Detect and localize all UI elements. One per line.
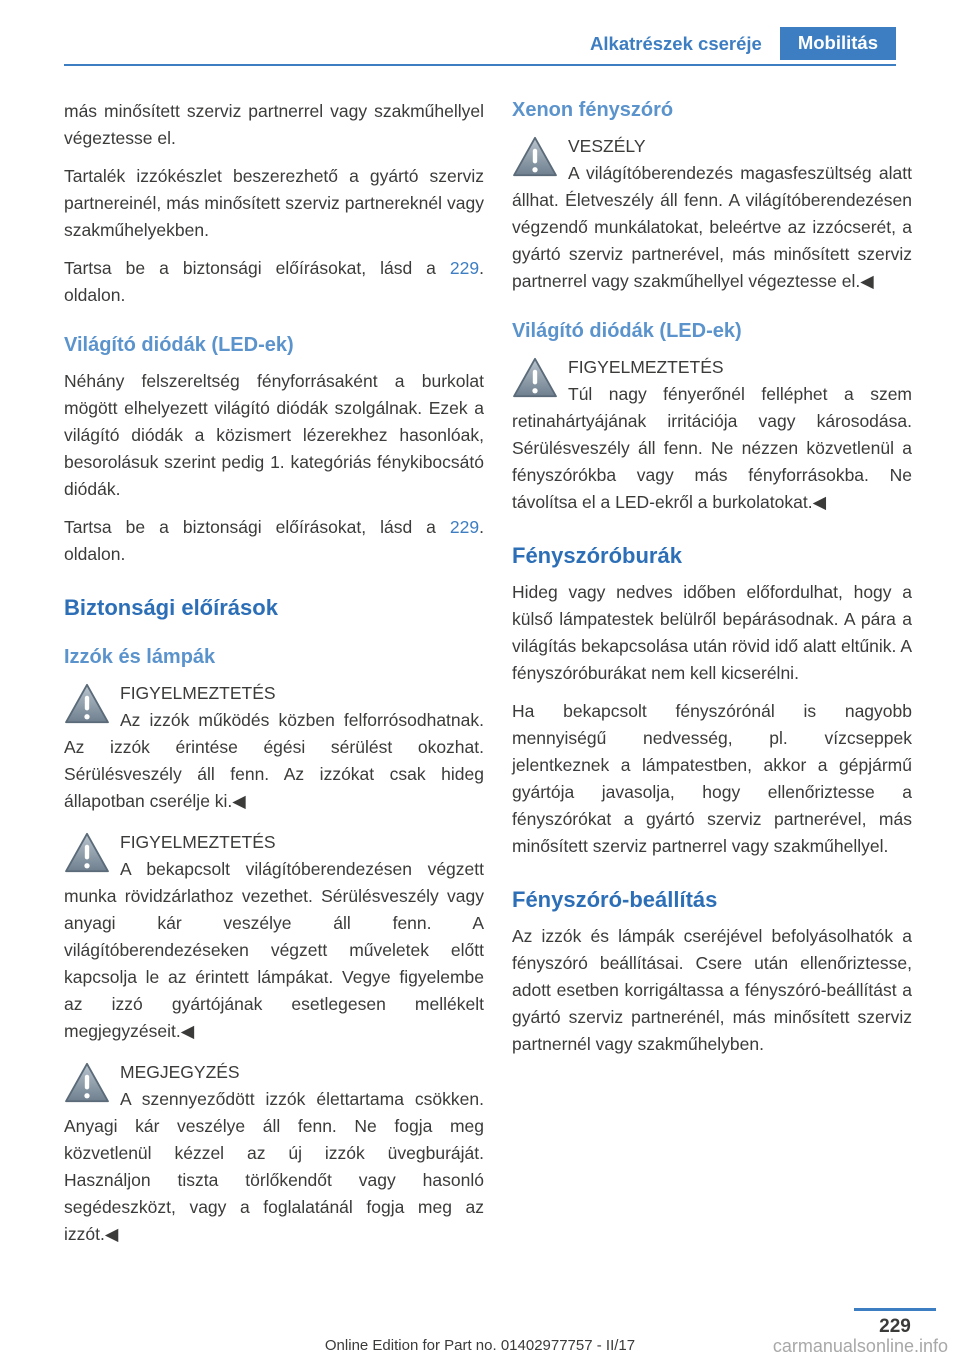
safety-ref-suffix: . oldalon. — [64, 517, 484, 564]
heading-led-left: Világító diódák (LED-ek) — [64, 334, 294, 356]
header-chapter-badge: Mobilitás — [780, 27, 896, 60]
hazard-label: FIGYELMEZTETÉS — [120, 832, 276, 852]
warning-triangle-icon — [64, 832, 110, 874]
hazard-label: MEGJEGYZÉS — [120, 1062, 240, 1082]
paragraph-moisture: Ha bekapcsolt fényszórónál is nagyobb mennyiségű nedvesség, pl. vízcseppek jelentkeznek a lámpatestben, akkor a gépjármű gyártója javasolja, hogy ellenőriztesse a fényszórókat a gyártó szerviz partnerével, más minősített szerviz partnerrel vagy szakműhellyel. — [512, 701, 912, 856]
page-link-229[interactable]: 229 — [449, 517, 480, 537]
right-column — [512, 98, 912, 1262]
warning-block-short-circuit — [64, 829, 484, 1045]
safety-reference-1 — [64, 255, 484, 309]
paragraph-condensation: Hideg vagy nedves időben előfordulhat, hogy a külső lámpatestek belülről bepárásodnak. A pára a világítás bekapcsolása után rövid idő alatt eltűnik. A fényszóróburákat nem kell kicserélni. — [512, 582, 912, 683]
page-link-229[interactable]: 229 — [449, 258, 480, 278]
warning-block-hot-bulbs — [64, 680, 484, 815]
heading-led-right: Világító diódák (LED-ek) — [512, 320, 742, 342]
note-block-dirty-bulbs — [64, 1059, 484, 1248]
hazard-text: Az izzók működés közben felforrósodhatnak. Az izzók érintése égési sérülést okozhat. Sérülésveszély áll fenn. Az izzókat csak hideg állapotban cserélje ki.◀ — [64, 710, 484, 811]
safety-ref-prefix: Tartsa be a biztonsági előírásokat, lásd a — [64, 517, 450, 537]
hazard-label: VESZÉLY — [568, 136, 646, 156]
warning-triangle-icon — [64, 683, 110, 725]
hazard-text: Túl nagy fényerőnél felléphet a szem retinahártyájának irritációja vagy károsodása. Sérülésveszély áll fenn. Ne nézzen közvetlenül a fényszórókba vagy más fényforrásokba. Ne távolítsa el a LED-ekről a burkolatokat.◀ — [512, 384, 912, 512]
heading-bulbs-lamps: Izzók és lámpák — [64, 646, 216, 668]
warning-block-led-brightness — [512, 354, 912, 516]
heading-safety-instructions: Biztonsági előírások — [64, 595, 278, 620]
warning-triangle-icon — [512, 357, 558, 399]
hazard-text: A bekapcsolt világítóberendezésen végzett munka rövidzárlathoz vezethet. Sérülésveszély vagy anyagi kár veszélye áll fenn. A világítóberendezéseken végzett műveletek előtt kapcsolja le az érintett lámpákat. Vegye figyelembe az izzó gyártójának esetlegesen mellékelt megjegyzéseit.◀ — [64, 859, 484, 1041]
paragraph-alignment: Az izzók és lámpák cseréjével befolyásolhatók a fényszóró beállításai. Csere után ellenőriztesse, adott esetben korrigáltassa a fényszóró-beállítást a gyártó szerviz partnerénél, más minősített szerviz partnernél vagy szakműhelyben. — [512, 926, 912, 1054]
page-content — [64, 98, 912, 1262]
safety-reference-2 — [64, 514, 484, 568]
hazard-label: FIGYELMEZTETÉS — [568, 357, 724, 377]
paragraph-led: Néhány felszereltség fényforrásaként a burkolat mögött elhelyezett világító diódák szolgálnak. Ezek a világító diódák a közismert lézerekhez hasonlóak, besorolásuk szerint pedig 1. kategóriás fénykibocsátó diódák. — [64, 371, 484, 499]
safety-ref-prefix: Tartsa be a biztonsági előírásokat, lásd a — [64, 258, 450, 278]
heading-headlight-alignment: Fényszóró-beállítás — [512, 887, 718, 912]
page-header — [64, 27, 896, 60]
safety-ref-suffix: . oldalon. — [64, 258, 484, 305]
danger-triangle-icon — [512, 136, 558, 178]
note-triangle-icon — [64, 1062, 110, 1104]
page-number: 229 — [854, 1308, 936, 1338]
heading-xenon: Xenon fényszóró — [512, 99, 674, 121]
hazard-text: A világítóberendezés magasfeszültség alatt állhat. Életveszély áll fenn. A világítóberendezésen végzendő munkálatokat, beleértve az izzócserét, a gyártó szerviz partnerével, más minősített szerviz partnerrel vagy szakműhellyel végeztesse el.◀ — [512, 163, 912, 291]
danger-block-high-voltage — [512, 133, 912, 295]
left-column — [64, 98, 484, 1262]
paragraph-continued: más minősített szerviz partnerrel vagy szakműhellyel végeztesse el. — [64, 101, 484, 148]
hazard-text: A szennyeződött izzók élettartama csökken. Anyagi kár veszélye áll fenn. Ne fogja meg közvetlenül kézzel az új izzók üvegburáját. Használjon tiszta törlőkendőt vagy hasonló segédeszközt, vagy a foglalatánál fogja meg az izzót.◀ — [64, 1089, 484, 1244]
header-section-label: Alkatrészek cseréje — [590, 32, 762, 54]
watermark: carmanualsonline.info — [772, 1336, 948, 1356]
header-rule — [64, 64, 896, 66]
heading-headlight-housings: Fényszóróburák — [512, 543, 682, 568]
hazard-label: FIGYELMEZTETÉS — [120, 683, 276, 703]
paragraph-spare-bulbs: Tartalék izzókészlet beszerezhető a gyártó szerviz partnereinél, más minősített szerviz partnereknél vagy szakműhelyekben. — [64, 166, 484, 240]
edition-note: Online Edition for Part no. 01402977757 - II/17 — [324, 1337, 636, 1354]
